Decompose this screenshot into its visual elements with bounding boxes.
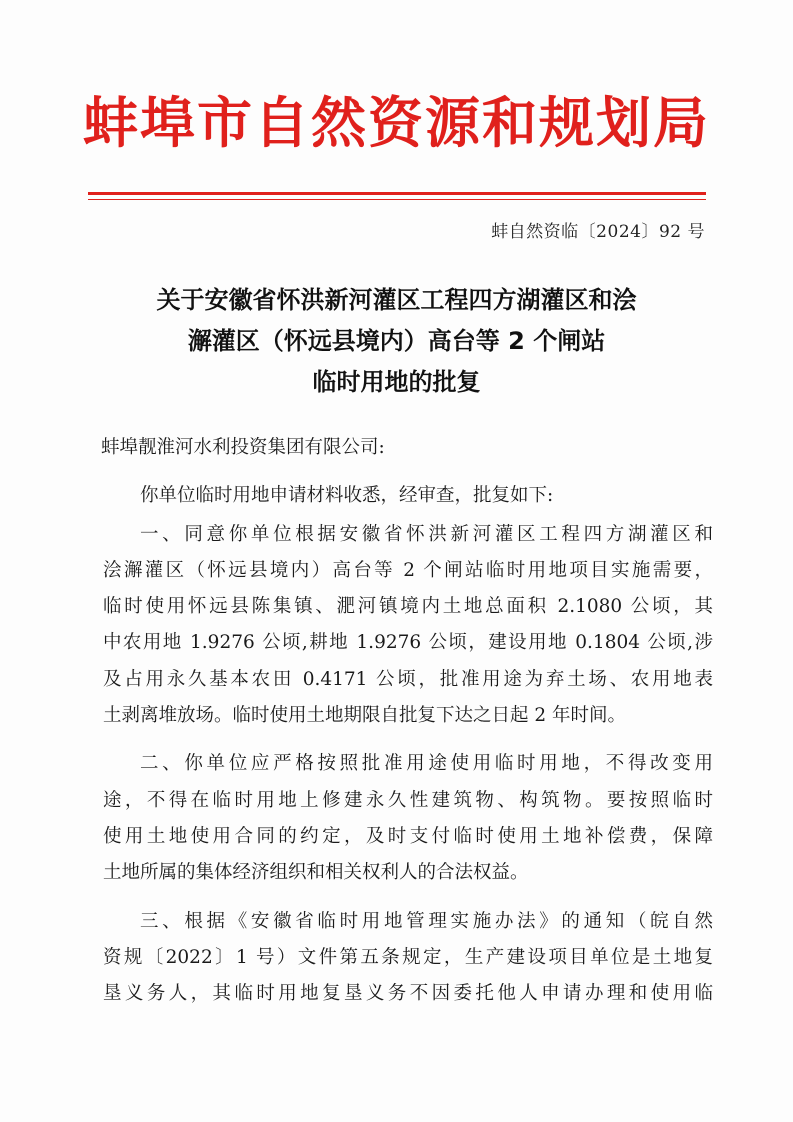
letterhead-red-rule bbox=[88, 192, 706, 195]
paragraph-1-line: 一、同意你单位根据安徽省怀洪新河灌区工程四方湖灌区和 bbox=[140, 523, 713, 545]
document-title bbox=[60, 280, 733, 403]
paragraph-1-line: 临时使用怀远县陈集镇、淝河镇境内土地总面积 2.1080 公顷，其 bbox=[103, 596, 713, 618]
paragraph-3-line: 资规〔2022〕1 号）文件第五条规定，生产建设项目单位是土地复 bbox=[103, 946, 713, 968]
paragraph-2-line: 二、你单位应严格按照批准用途使用临时用地，不得改变用 bbox=[140, 753, 713, 775]
paragraph-3-line: 三、根据《安徽省临时用地管理实施办法》的通知（皖自然 bbox=[140, 910, 713, 932]
paragraph-1-line: 中农用地 1.9276 公顷,耕地 1.9276 公顷，建设用地 0.1804 公顷,涉 bbox=[103, 632, 713, 654]
letterhead-red-rule-thin bbox=[88, 199, 706, 200]
document-number: 蚌自然资临〔2024〕92 号 bbox=[491, 222, 705, 242]
paragraph-1-line: 及占用永久基本农田 0.4171 公顷，批准用途为弃土场、农用地表 bbox=[103, 668, 713, 690]
document-body bbox=[103, 430, 713, 1012]
paragraph-3-line: 垦义务人，其临时用地复垦义务不因委托他人申请办理和使用临 bbox=[103, 983, 713, 1005]
paragraph-1-line: 浍澥灌区（怀远县境内）高台等 2 个闸站临时用地项目实施需要， bbox=[103, 559, 713, 581]
salutation: 蚌埠靓淮河水利投资集团有限公司: bbox=[101, 437, 385, 458]
paragraph-1-line: 土剥离堆放场。临时使用土地期限自批复下达之日起 2 年时间。 bbox=[103, 705, 627, 727]
document-title-line: 关于安徽省怀洪新河灌区工程四方湖灌区和浍 bbox=[156, 286, 637, 314]
intro-paragraph: 你单位临时用地申请材料收悉，经审查，批复如下: bbox=[140, 485, 554, 507]
document-title-line: 澥灌区（怀远县境内）高台等 2 个闸站 bbox=[187, 327, 606, 355]
paragraph-2-line: 土地所属的集体经济组织和相关权利人的合法权益。 bbox=[103, 862, 529, 884]
org-letterhead-title: 蚌埠市自然资源和规划局 bbox=[82, 90, 710, 155]
document-title-line: 临时用地的批复 bbox=[312, 368, 481, 396]
paragraph-2-line: 使用土地使用合同的约定，及时支付临时使用土地补偿费，保障 bbox=[103, 825, 713, 847]
paragraph-2-line: 途，不得在临时用地上修建永久性建筑物、构筑物。要按照临时 bbox=[103, 789, 713, 811]
